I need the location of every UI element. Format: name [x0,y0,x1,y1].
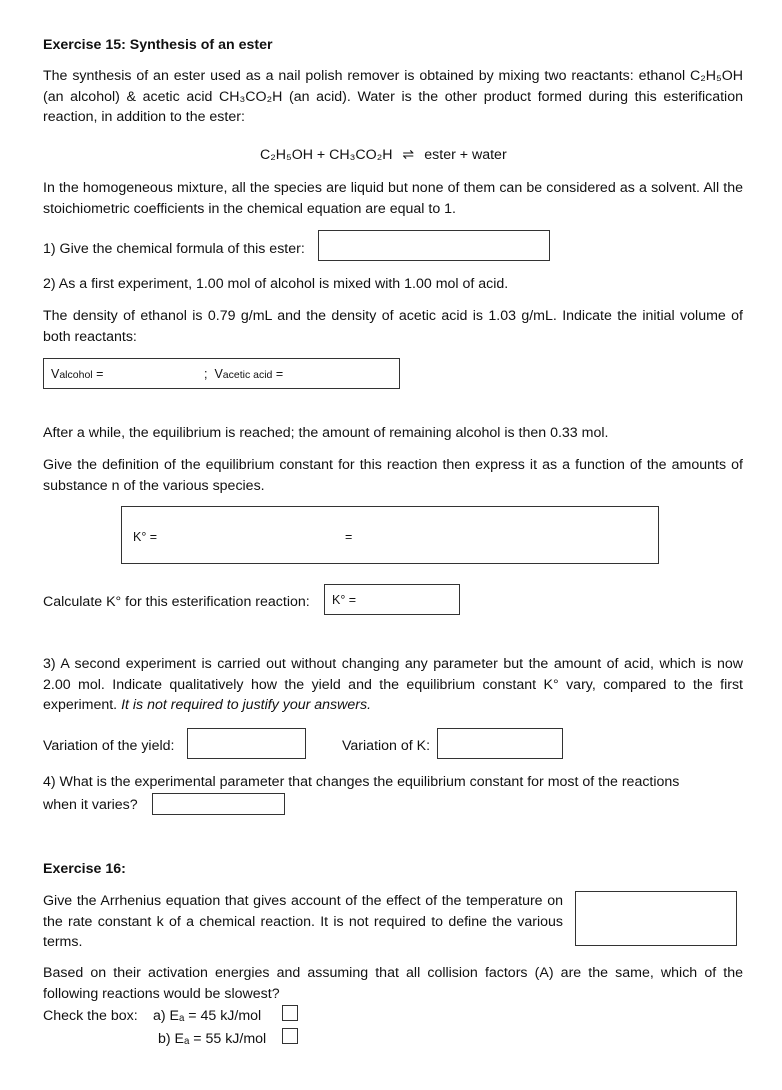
chemical-equation [260,145,507,165]
parameter-answer-box[interactable] [152,793,285,815]
exercise-15-title: Exercise 15: Synthesis of an ester [43,37,273,53]
v-acid-subscript: acetic acid [222,369,273,381]
equilibrium-statement: After a while, the equilibrium is reached; the amount of remaining alcohol is then 0.33 mol. [43,425,609,441]
k-variation-answer-box[interactable] [437,728,563,759]
variation-yield-label: Variation of the yield: [43,738,175,754]
density-statement: The density of ethanol is 0.79 g/mL and the density of acetic acid is 1.03 g/mL. Indicate the initial volume of both reactants: [43,308,743,345]
calculate-k-question: Calculate K° for this esterification reaction: [43,594,310,610]
option-a-checkbox[interactable] [282,1005,298,1021]
k-equals-sign: = [345,530,353,544]
arrhenius-question: Give the Arrhenius equation that gives account of the effect of the temperature on the rate constant k of a chemical reaction. It is not required to define the various terms. [43,893,563,950]
separator: ; [204,367,208,381]
exercise-15-intro: The synthesis of an ester used as a nail polish remover is obtained by mixing two reactants: ethanol C₂H₅OH (an alcohol) & acetic acid CH₃CO₂H (an acid). Water is the other product formed during this esterification reaction, in addition to the ester: [43,68,743,125]
definition-question: Give the definition of the equilibrium constant for this reaction then express it as a function of the amounts of substance n of the various species. [43,457,743,494]
question-3-italic-note: It is not required to justify your answers. [121,697,372,713]
exercise-16-title: Exercise 16: [43,861,126,877]
ester-formula-answer-box[interactable] [318,230,550,261]
equation-reactants: C₂H₅OH + CH₃CO₂H [260,147,393,163]
v-alcohol-subscript: alcohol [59,369,93,381]
k-definition-answer-box[interactable] [121,506,659,564]
equation-products: ester + water [424,147,507,163]
v-alcohol-symbol: V [51,367,60,381]
v-alcohol-label [51,367,103,381]
slowest-reaction-question: Based on their activation energies and assuming that all collision factors (A) are the same, which of the following reactions would be slowest? [43,965,743,1002]
homogeneous-note: In the homogeneous mixture, all the species are liquid but none of them can be considered as a solvent. All the stoichiometric coefficients in the chemical equation are equal to 1. [43,180,743,217]
equilibrium-arrow-icon: ⇌ [402,147,415,163]
yield-variation-answer-box[interactable] [187,728,306,759]
option-a-label: a) Eₐ = 45 kJ/mol [153,1008,262,1024]
arrhenius-answer-box[interactable] [575,891,737,946]
initial-volume-answer-box[interactable] [43,358,400,389]
option-b-label: b) Eₐ = 55 kJ/mol [158,1031,267,1047]
k-label: K° = [133,530,158,544]
question-4-line-2: when it varies? [43,797,138,813]
question-1: 1) Give the chemical formula of this ester: [43,241,305,257]
v-acid-equals: = [272,367,284,381]
k-value-label: K° = [332,593,357,607]
v-alcohol-equals: = [92,367,104,381]
v-acid-label [204,367,283,381]
question-4-line-1: 4) What is the experimental parameter that changes the equilibrium constant for most of the reactions [43,774,680,790]
question-2: 2) As a first experiment, 1.00 mol of alcohol is mixed with 1.00 mol of acid. [43,276,509,292]
check-box-label: Check the box: [43,1008,138,1024]
v-acid-symbol: V [214,367,223,381]
question-3 [43,654,743,716]
variation-k-label: Variation of K: [342,738,431,754]
question-3-text: 3) A second experiment is carried out without changing any parameter but the amount of acid, which is now 2.00 mol. Indicate qualitatively how the yield and the equilibrium constant K° vary, compared to the first experiment. [43,656,743,713]
k-value-answer-box[interactable] [324,584,460,615]
option-b-checkbox[interactable] [282,1028,298,1044]
